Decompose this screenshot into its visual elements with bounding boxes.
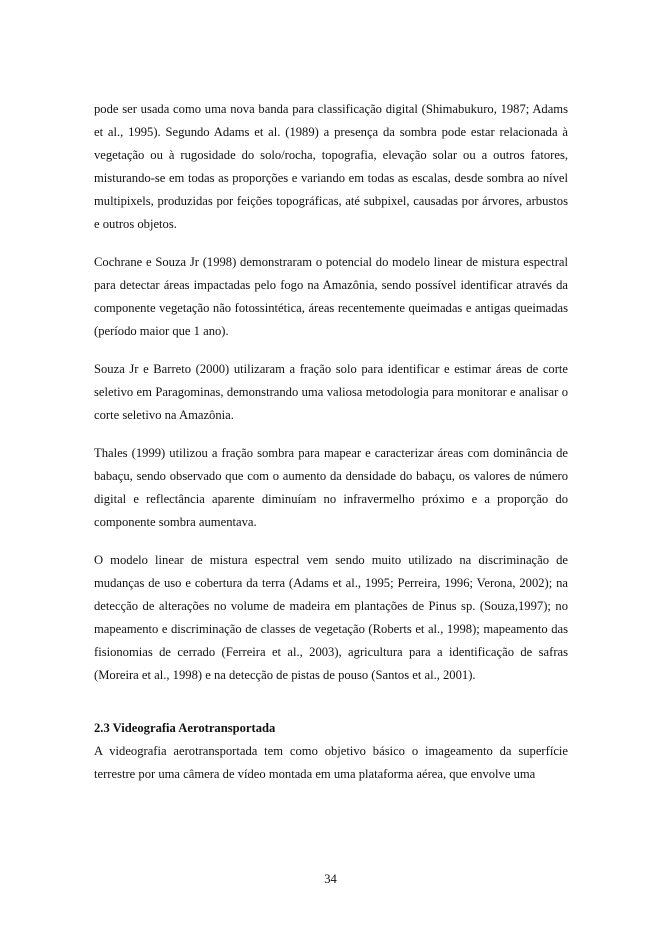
section-heading: 2.3 Videografia Aerotransportada [94,721,276,735]
paragraph-shadow-fraction: pode ser usada como uma nova banda para classificação digital (Shimabukuro, 1987; Adams et al., 1995). Segundo Adams et al. (1989) a presença da sombra pode estar relacionada à vegetação ou à rugosidade do solo/rocha, topografia, elevação solar ou a outros fatores, misturando-se em todas as proporções e variando em todas as escalas, desde sombra ao nível multipixels, produzidas por feições topográficas, até subpixel, causadas por árvores, arbustos e outros objetos. [94,102,568,231]
page-number: 34 [324,872,337,886]
paragraph-babacu: Thales (1999) utilizou a fração sombra para mapear e caracterizar áreas com dominância de babaçu, sendo observado que com o aumento da densidade do babaçu, os valores de número digital e reflectância aparente diminuíam no infravermelho próximo e a proporção do componente sombra aumentava. [94,446,568,529]
section-videography [94,717,568,786]
paragraph-selective-logging: Souza Jr e Barreto (2000) utilizaram a fração solo para identificar e estimar áreas de corte seletivo em Paragominas, demonstrando uma valiosa metodologia para monitorar e analisar o corte seletivo na Amazônia. [94,362,568,422]
paragraph-fire-impact: Cochrane e Souza Jr (1998) demonstraram o potencial do modelo linear de mistura espectral para detectar áreas impactadas pelo fogo na Amazônia, sendo possível identificar através da componente vegetação não fotossintética, áreas recentemente queimadas e antigas queimadas (período maior que 1 ano). [94,255,568,338]
paragraph-mixture-model-uses: O modelo linear de mistura espectral vem sendo muito utilizado na discriminação de mudanças de uso e cobertura da terra (Adams et al., 1995; Perreira, 1996; Verona, 2002); na detecção de alterações no volume de madeira em plantações de Pinus sp. (Souza,1997); no mapeamento e discriminação de classes de vegetação (Roberts et al., 1998); mapeamento das fisionomias de cerrado (Ferreira et al., 2003), agricultura para a identificação de safras (Moreira et al., 1998) e na detecção de pistas de pouso (Santos et al., 2001). [94,553,568,682]
paragraph-videography-intro: A videografia aerotransportada tem como objetivo básico o imageamento da superfície terrestre por uma câmera de vídeo montada em uma plataforma aérea, que envolve uma [94,744,568,781]
page-body [94,98,568,786]
